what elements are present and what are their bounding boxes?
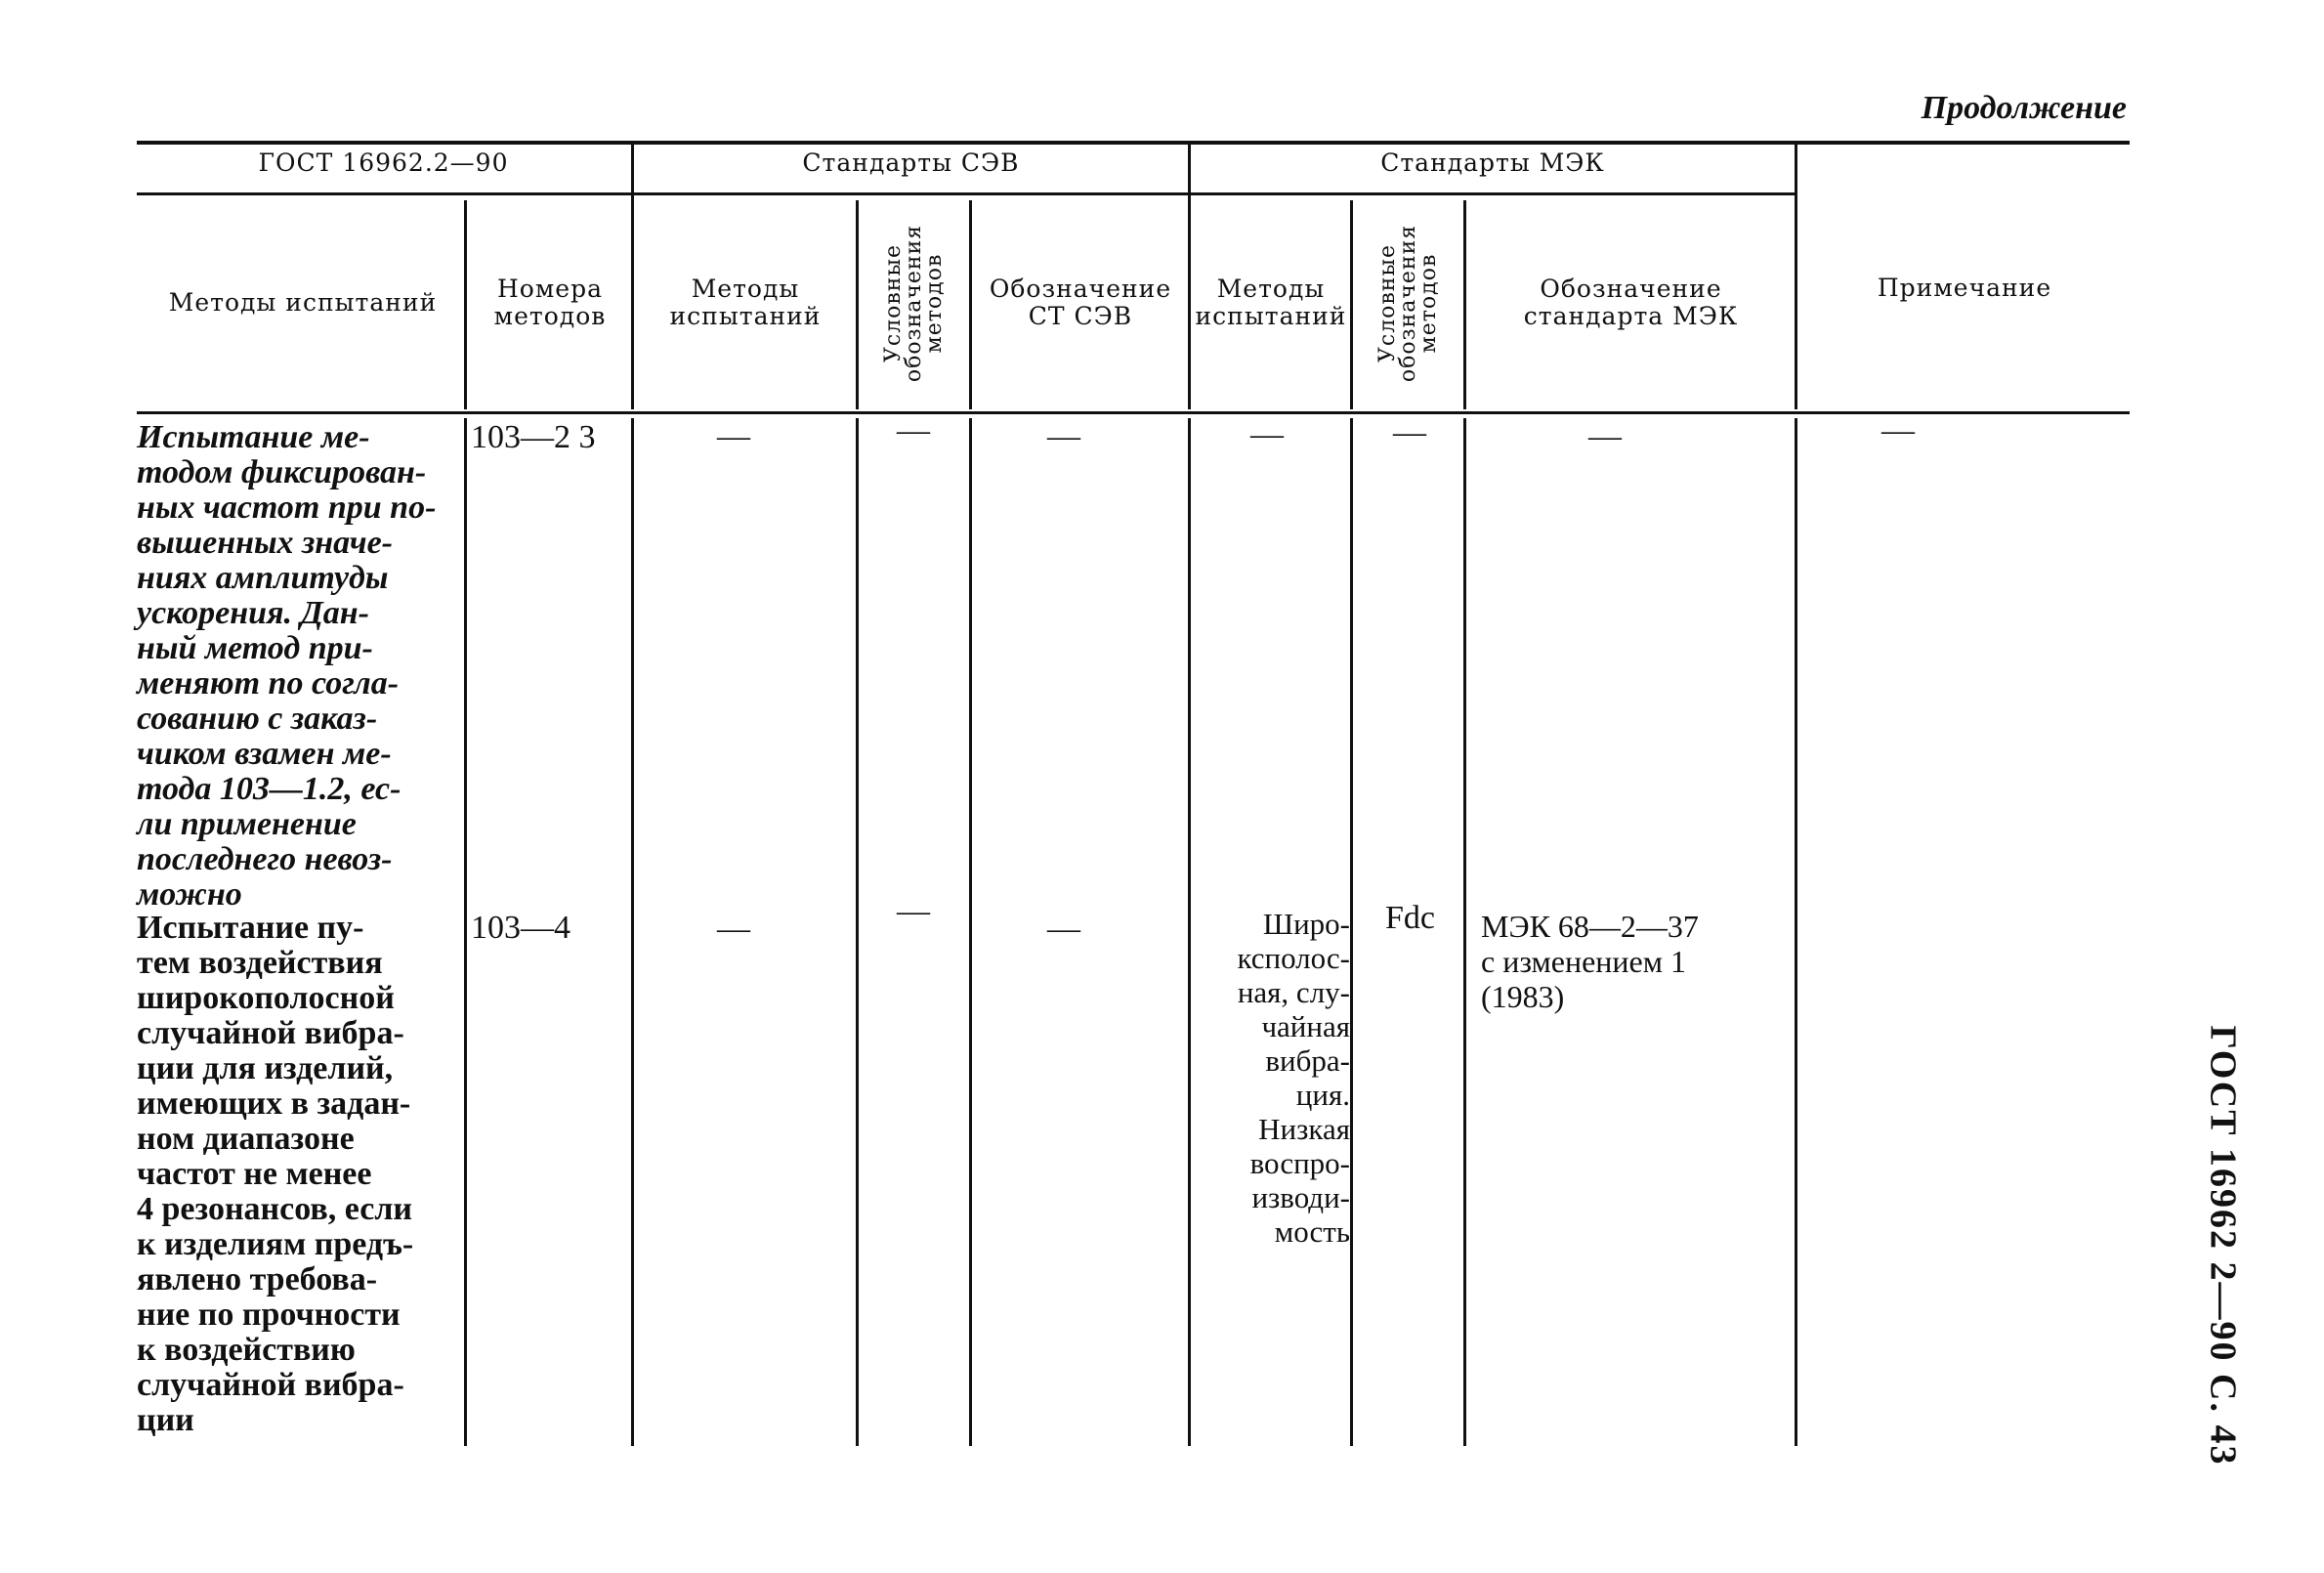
- col-header-note: Примечание: [1877, 274, 2052, 302]
- side-page-label: ГОСТ 16962 2—90 С. 43: [2202, 1025, 2244, 1467]
- row2-iec-method: Широ- ксполос- ная, слу- чайная вибра- ция. Низкая воспро- изводи- мость: [1237, 907, 1350, 1249]
- col-divider: [1188, 418, 1191, 1446]
- row2-iec-designation: МЭК 68—2—37 с изменением 1 (1983): [1481, 909, 1699, 1014]
- col-divider: [631, 145, 634, 409]
- row1-iec-designation: —: [1588, 418, 1622, 454]
- col-header-iec-methods: Методы испытаний: [1195, 275, 1347, 330]
- group-header-gost: ГОСТ 16962.2—90: [258, 149, 509, 177]
- col-header-iec-codes: Условные обозначения методов: [1375, 224, 1442, 382]
- col-divider: [464, 418, 467, 1446]
- col-divider: [464, 200, 467, 409]
- row2-sev-designation: —: [1047, 911, 1080, 947]
- col-divider: [1463, 418, 1466, 1446]
- col-divider: [856, 418, 859, 1446]
- col-divider: [1188, 145, 1191, 409]
- row1-method-number: 103—2 3: [471, 419, 596, 455]
- col-divider: [1795, 418, 1797, 1446]
- row1-sev-designation: —: [1047, 418, 1080, 454]
- row1-test-method: Испытание ме- тодом фиксирован- ных частот при по- вышенных значе- ниях амплитуды ускорения. Дан- ный метод при- меняют по согла- сованию с заказ- чиком взамен ме- тода 103—1.2, ес- ли применение последнего невоз- можно: [137, 419, 437, 913]
- row1-note: —: [1881, 412, 1915, 448]
- col-divider: [1463, 200, 1466, 409]
- col-divider: [1350, 200, 1353, 409]
- col-divider: [1795, 145, 1797, 409]
- col-header-test-methods: Методы испытаний: [168, 288, 438, 317]
- row2-method-number: 103—4: [471, 910, 570, 946]
- col-header-iec-designation: Обозначение стандарта МЭК: [1523, 275, 1739, 330]
- col-divider: [631, 418, 634, 1446]
- col-divider: [856, 200, 859, 409]
- header-bottom-rule: [137, 411, 2130, 414]
- row2-sev-code: —: [897, 893, 930, 929]
- row2-sev-method: —: [717, 911, 750, 947]
- continuation-label: Продолжение: [1921, 90, 2127, 126]
- col-header-sev-designation: Обозначение СТ СЭВ: [989, 275, 1172, 330]
- col-header-sev-methods: Методы испытаний: [669, 275, 822, 330]
- row1-iec-code: —: [1393, 414, 1426, 450]
- col-header-sev-codes: Условные обозначения методов: [881, 224, 948, 382]
- col-header-method-numbers: Номера методов: [493, 275, 607, 330]
- row1-iec-method: —: [1250, 416, 1284, 452]
- col-divider: [969, 418, 972, 1446]
- row1-sev-code: —: [897, 412, 930, 448]
- table-top-rule: [137, 141, 2130, 145]
- col-divider: [1350, 418, 1353, 1446]
- col-divider: [969, 200, 972, 409]
- group-header-sev: Стандарты СЭВ: [802, 149, 1020, 177]
- row2-test-method: Испытание пу- тем воздействия широкополосной случайной вибра- ции для изделий, имеющих в задан- ном диапазоне частот не менее 4 резонансов, если к изделиям предъ- явлено требова- ние по прочности к воздействию случайной вибра- ции: [137, 910, 414, 1438]
- group-header-iec: Стандарты МЭК: [1380, 149, 1605, 177]
- row2-iec-code: Fdc: [1385, 900, 1435, 936]
- row1-sev-method: —: [717, 418, 750, 454]
